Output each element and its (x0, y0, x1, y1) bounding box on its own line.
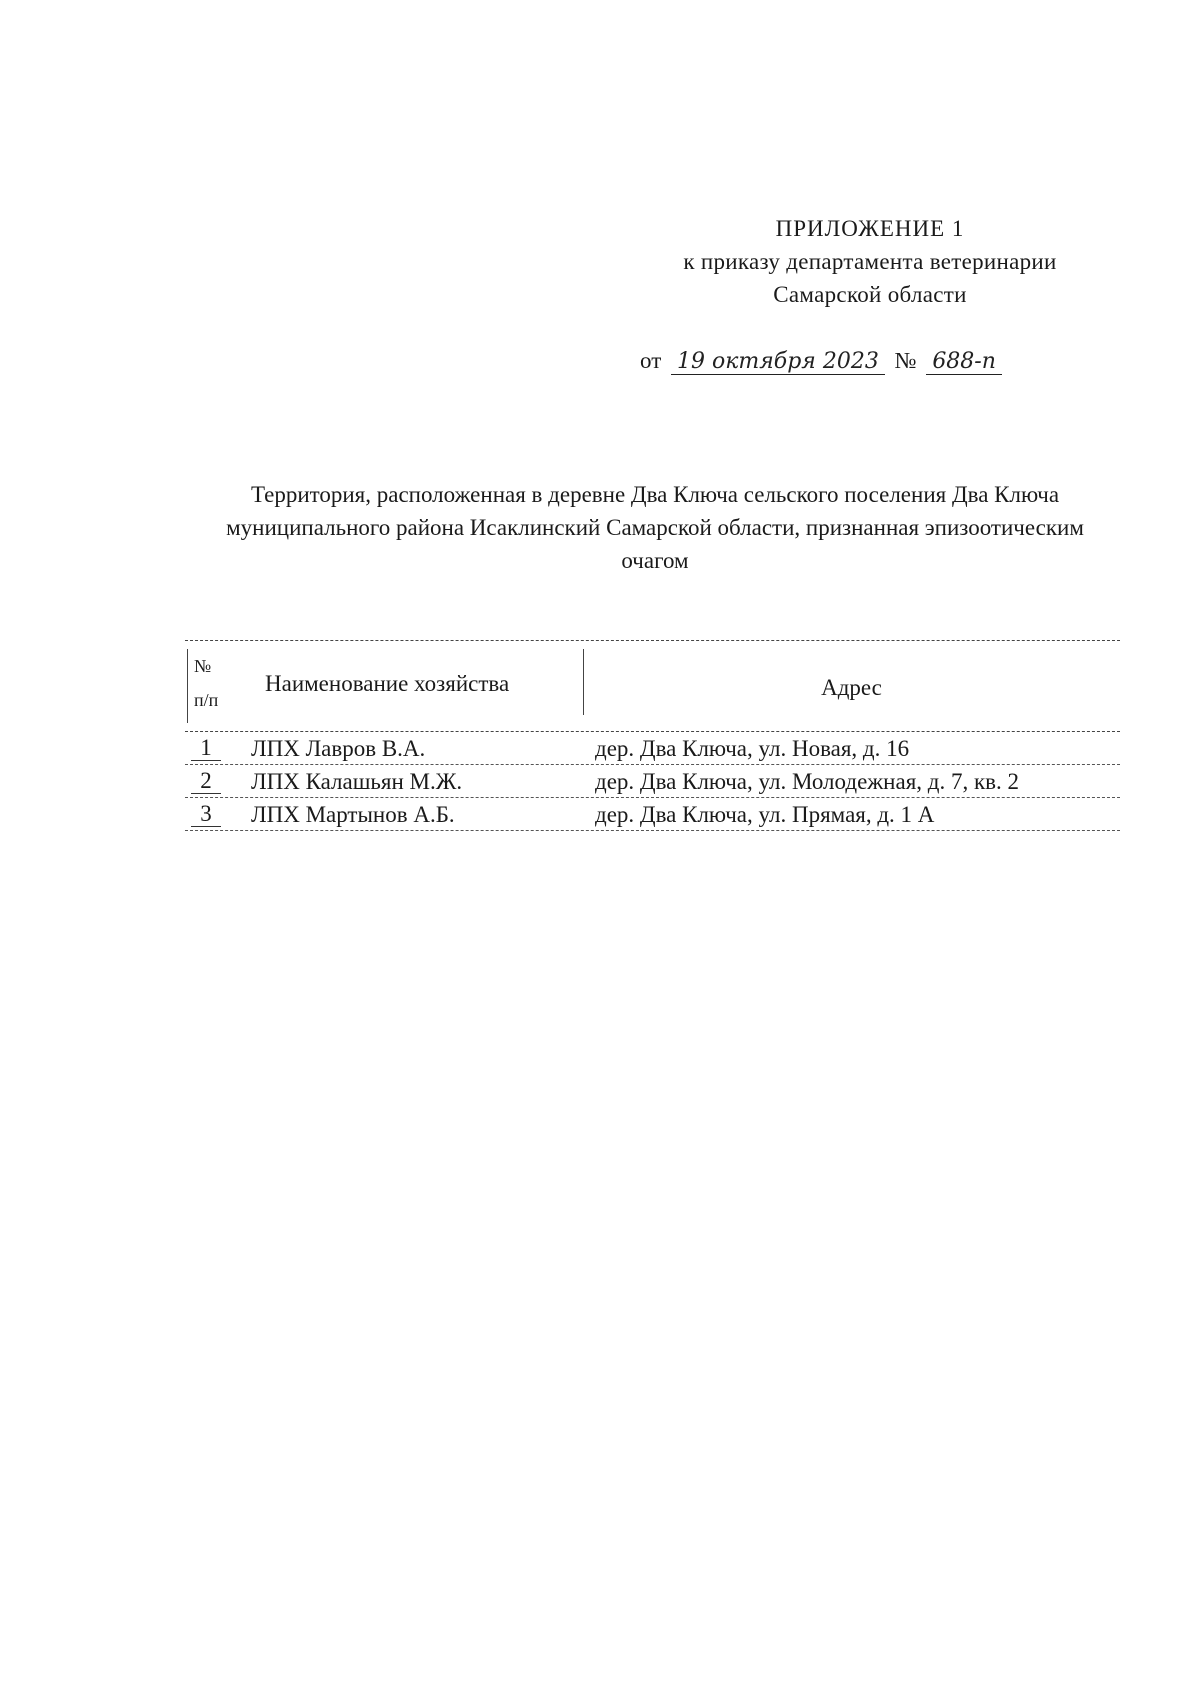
annex-title: ПРИЛОЖЕНИЕ 1 (775, 216, 965, 241)
row-address: дер. Два Ключа, ул. Прямая, д. 1 А (595, 802, 935, 827)
row-number: 1 (191, 736, 221, 761)
row-number: 2 (191, 769, 221, 794)
header-number-symbol: № (194, 656, 212, 676)
table-row (185, 798, 1120, 831)
row-farm: ЛПХ Мартынов А.Б. (251, 802, 455, 827)
row-address: дер. Два Ключа, ул. Новая, д. 16 (595, 736, 910, 761)
order-date-line (640, 348, 1006, 375)
header-number (187, 649, 235, 723)
annex-order-ref: к приказу департамента ветеринарии (683, 249, 1057, 274)
document-heading: Территория, расположенная в деревне Два Ключа сельского поселения Два Ключа муниципального района Исаклинский Самарской области, признанная эпизоотическим очагом (226, 482, 1084, 573)
row-address: дер. Два Ключа, ул. Молодежная, д. 7, кв. 2 (595, 769, 1020, 794)
table-header (185, 640, 1120, 732)
farms-table (185, 640, 1120, 831)
order-prefix: от (640, 348, 662, 373)
header-address: Адрес (821, 675, 882, 700)
order-number-label: № (894, 348, 917, 373)
row-farm: ЛПХ Лавров В.А. (251, 736, 426, 761)
header-number-pp: п/п (194, 690, 219, 710)
row-number: 3 (191, 802, 221, 827)
row-farm: ЛПХ Калашьян М.Ж. (251, 769, 463, 794)
order-date-handwritten: 19 октября 2023 (671, 349, 885, 375)
annex-region: Самарской области (773, 282, 967, 307)
table-row (185, 765, 1120, 798)
table-row (185, 732, 1120, 765)
header-farm-name: Наименование хозяйства (265, 671, 510, 696)
annex-block (630, 212, 1110, 311)
order-number-handwritten: 688-п (926, 349, 1002, 375)
